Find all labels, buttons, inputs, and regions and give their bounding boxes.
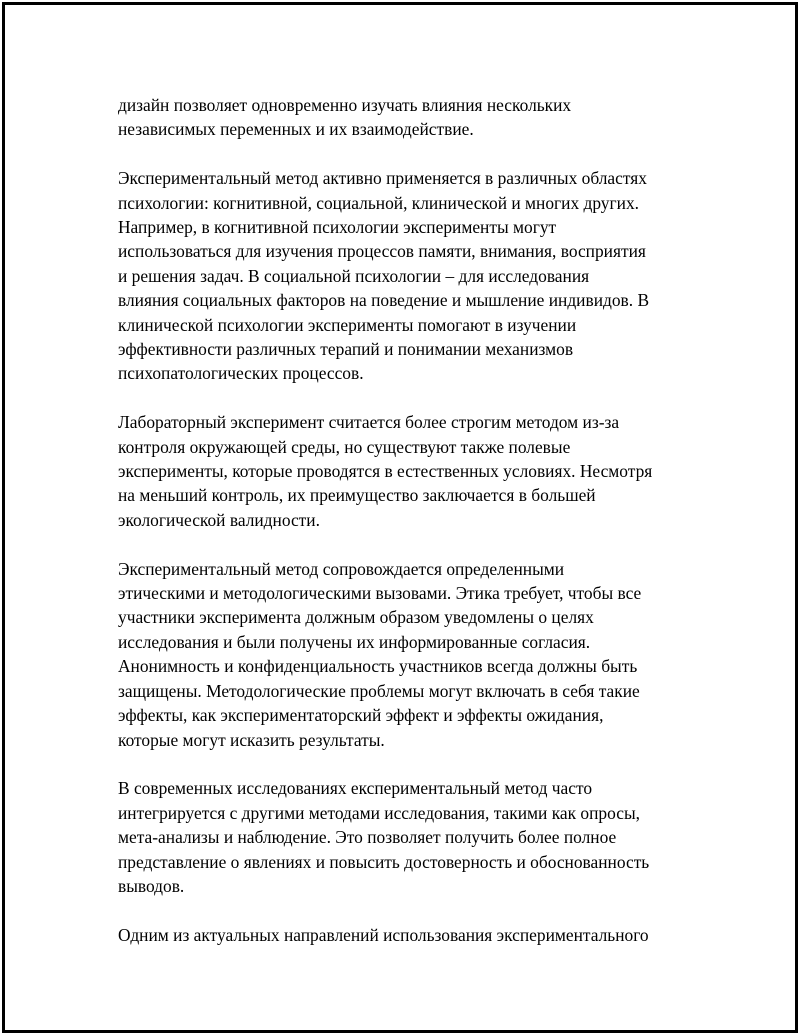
paragraph-current-directions: Одним из актуальных направлений использования экспериментального	[118, 924, 649, 945]
paragraph-application-areas: Экспериментальный метод активно применяется в различных областях психологии: когнитивной, социальной, клинической и многих других. Например, в когнитивной психологии эксперименты могут использоваться для изучения процессов памяти, внимания, восприятия и решения задач. В социальной психологии – для исследования влияния социальных факторов на поведение и мышление индивидов. В клинической психологии эксперименты помогают в изучении эффективности различных терапий и понимании механизмов психопатологических процессов.	[118, 168, 650, 384]
paragraph-ethics: Экспериментальный метод сопровождается определенными этическими и методологическими вызовами. Этика требует, чтобы все участники эксперимента должным образом уведомлены о целях исследования и были получены их информированные согласия. Анонимность и конфиденциальность участников всегда должны быть защищены. Методологические проблемы могут включать в себя такие эффекты, как экспериментаторский эффект и эффекты ожидания, которые могут исказить результаты.	[118, 558, 642, 750]
paragraph-factorial-design: дизайн позволяет одновременно изучать влияния нескольких независимых переменных и их взаимодействие.	[118, 95, 572, 140]
document-body	[118, 93, 698, 972]
paragraph-integration: В современных исследованиях експериментальный метод часто интегрируется с другими методами исследования, такими как опросы, мета-анализы и наблюдение. Это позволяет получить более полное представление о явлениях и повысить достоверность и обоснованность выводов.	[118, 778, 650, 896]
paragraph-lab-vs-field: Лабораторный эксперимент считается более строгим методом из-за контроля окружающей среды, но существуют также полевые эксперименты, которые проводятся в естественных условиях. Несмотря на меньший контроль, их преимущество заключается в большей экологической валидности.	[118, 412, 653, 530]
